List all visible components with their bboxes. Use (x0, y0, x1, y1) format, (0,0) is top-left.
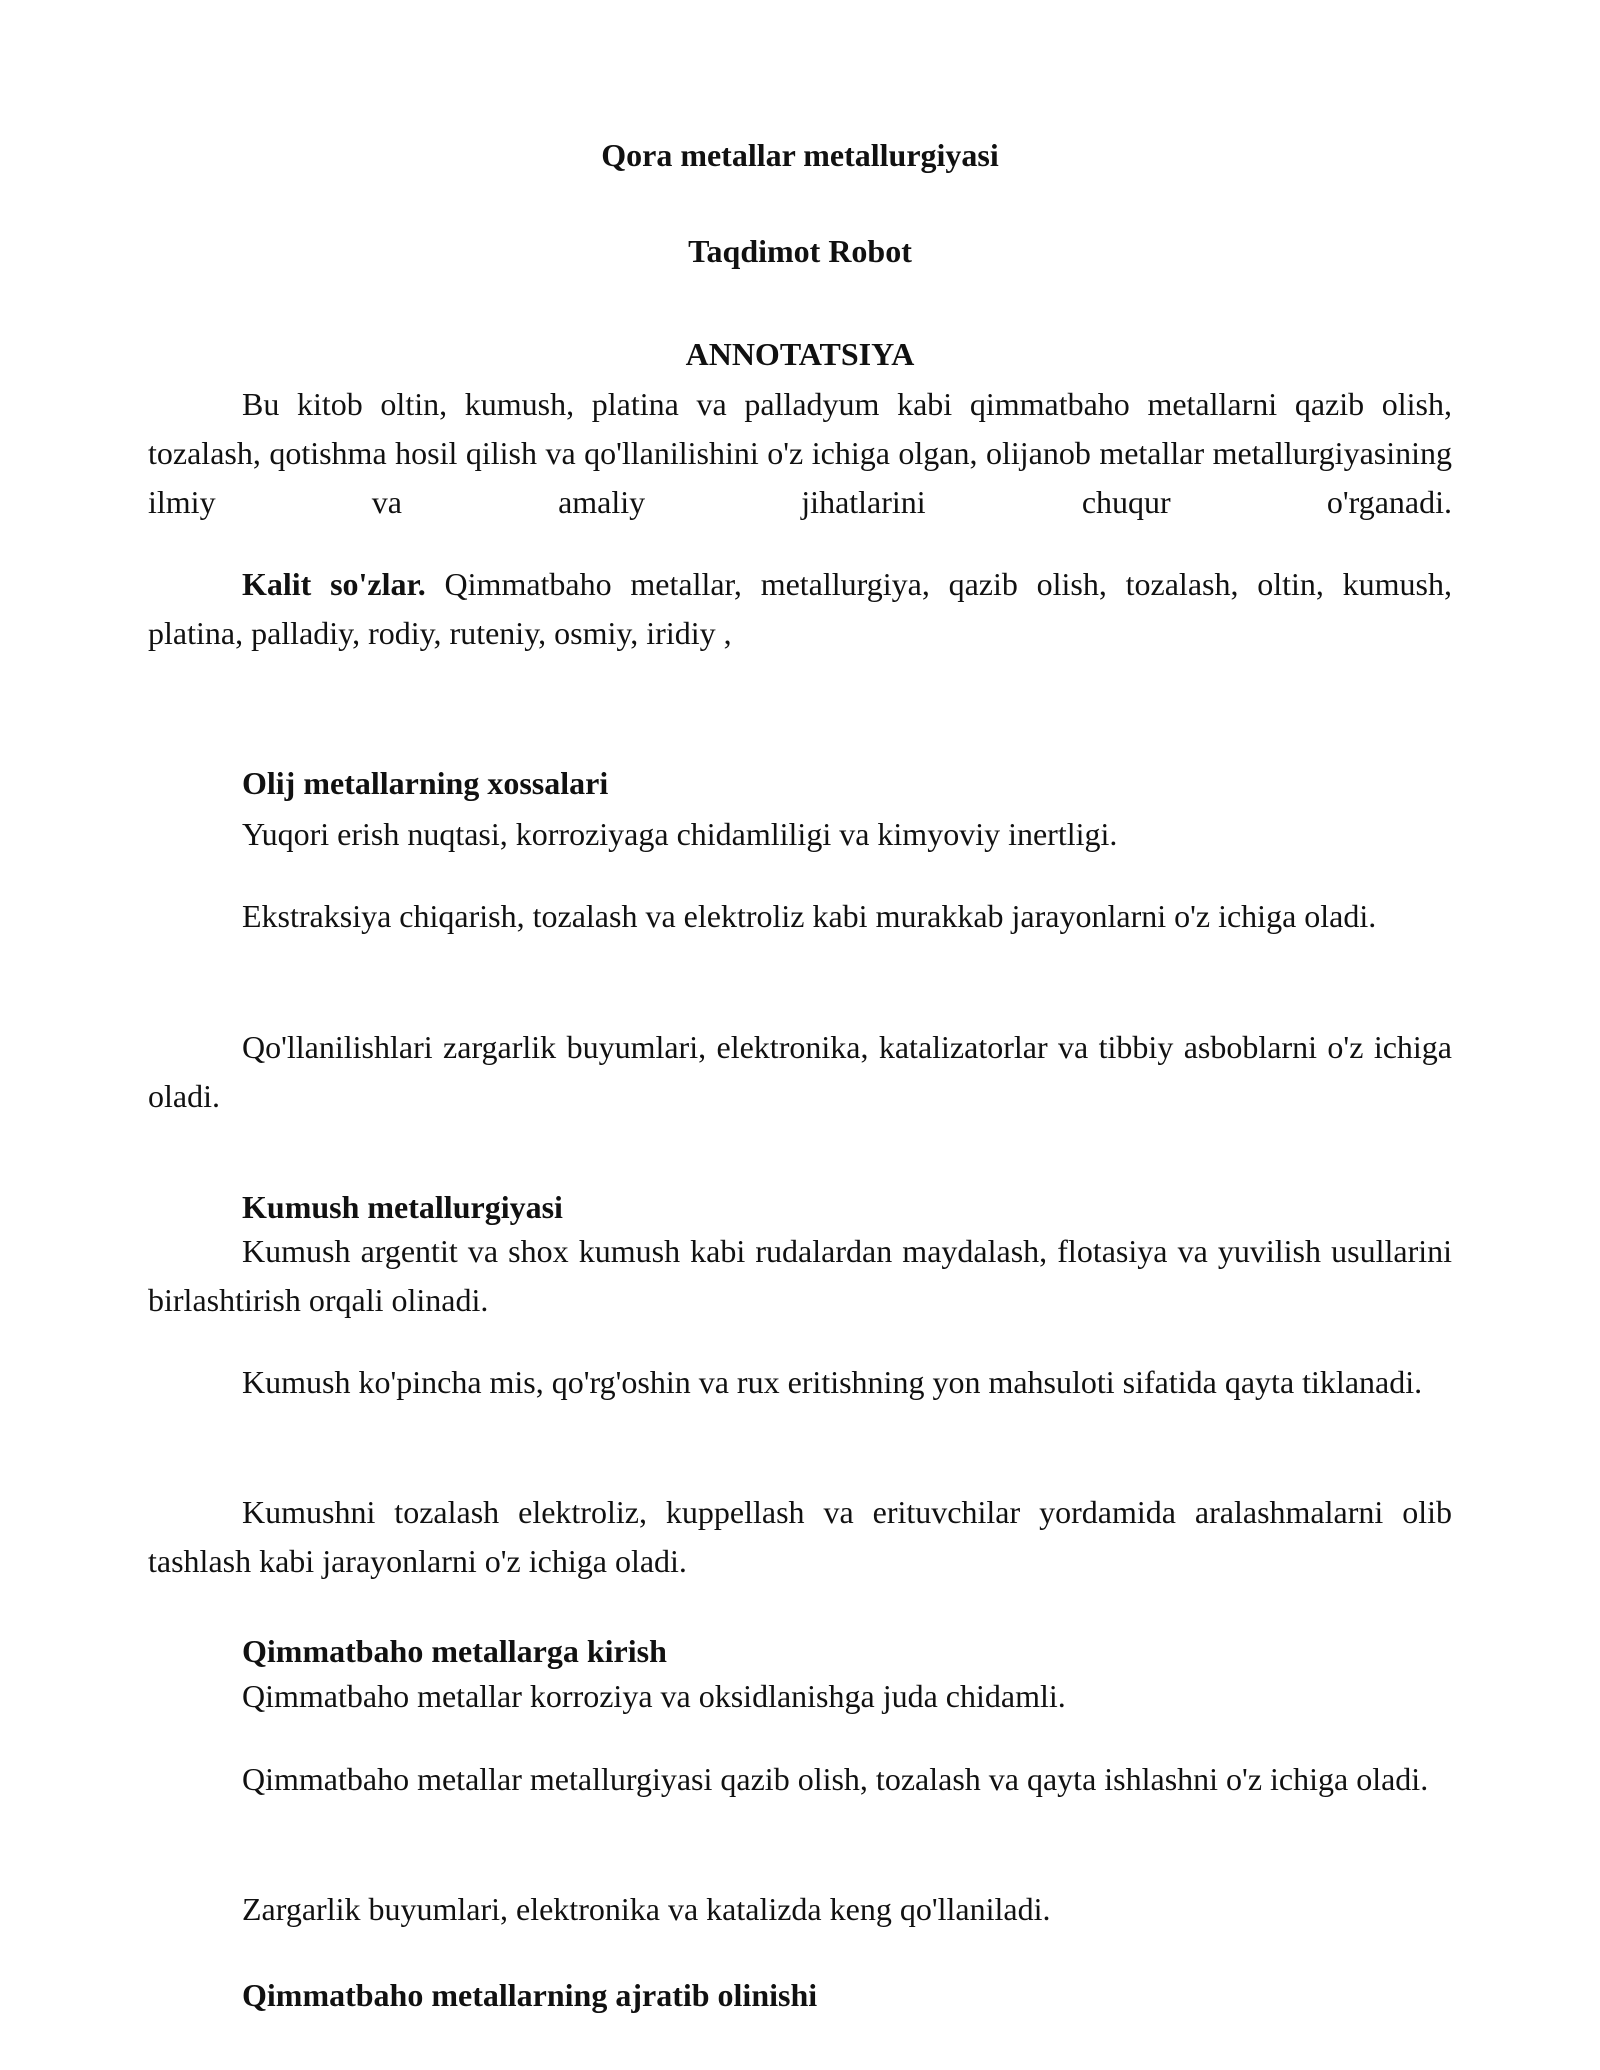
section-heading: Olij metallarning xossalari (242, 765, 609, 801)
section-paragraph: Yuqori erish nuqtasi, korroziyaga chidamliligi va kimyoviy inertligi. (242, 816, 1118, 852)
document-title: Qora metallar metallurgiyasi (601, 137, 999, 173)
keywords-text: Qimmatbaho metallar, metallurgiya, qazib olish, tozalash, oltin, kumush, platina, palladiy, rodiy, ruteniy, osmiy, iridiy , (148, 566, 1453, 651)
section-paragraph: Zargarlik buyumlari, elektronika va katalizda keng qo'llaniladi. (242, 1891, 1051, 1927)
annotation-paragraph: Bu kitob oltin, kumush, platina va palladyum kabi qimmatbaho metallarni qazib olish, tozalash, qotishma hosil qilish va qo'llanilishini o'z ichiga olgan, olijanob metallar metallurgiyasining ilmiy va amaliy jihatlarini chuqur o'rganadi. (148, 386, 1452, 520)
section-heading: Qimmatbaho metallarga kirish (242, 1633, 667, 1669)
keywords-paragraph (148, 560, 1452, 658)
section-paragraph: Qimmatbaho metallar korroziya va oksidlanishga juda chidamli. (242, 1678, 1066, 1714)
section-heading: Kumush metallurgiyasi (242, 1189, 563, 1225)
section-paragraph: Kumush ko'pincha mis, qo'rg'oshin va rux eritishning yon mahsuloti sifatida qayta tiklanadi. (242, 1364, 1423, 1400)
section-paragraph: Ekstraksiya chiqarish, tozalash va elektroliz kabi murakkab jarayonlarni o'z ichiga oladi. (242, 898, 1377, 934)
section-heading: Qimmatbaho metallarning ajratib olinishi (242, 1977, 818, 2013)
section-paragraph: Qo'llanilishlari zargarlik buyumlari, elektronika, katalizatorlar va tibbiy asboblarni o'z ichiga oladi. (148, 1029, 1452, 1114)
section-paragraph: Kumushni tozalash elektroliz, kuppellash va erituvchilar yordamida aralashmalarni olib tashlash kabi jarayonlarni o'z ichiga oladi. (148, 1494, 1452, 1579)
annotation-heading: ANNOTATSIYA (685, 336, 915, 372)
document-author: Taqdimot Robot (688, 233, 912, 269)
keywords-label: Kalit so'zlar. (242, 566, 426, 602)
section-paragraph: Qimmatbaho metallar metallurgiyasi qazib olish, tozalash va qayta ishlashni o'z ichiga oladi. (242, 1761, 1429, 1797)
section-paragraph: Kumush argentit va shox kumush kabi rudalardan maydalash, flotasiya va yuvilish usullarini birlashtirish orqali olinadi. (148, 1233, 1452, 1318)
